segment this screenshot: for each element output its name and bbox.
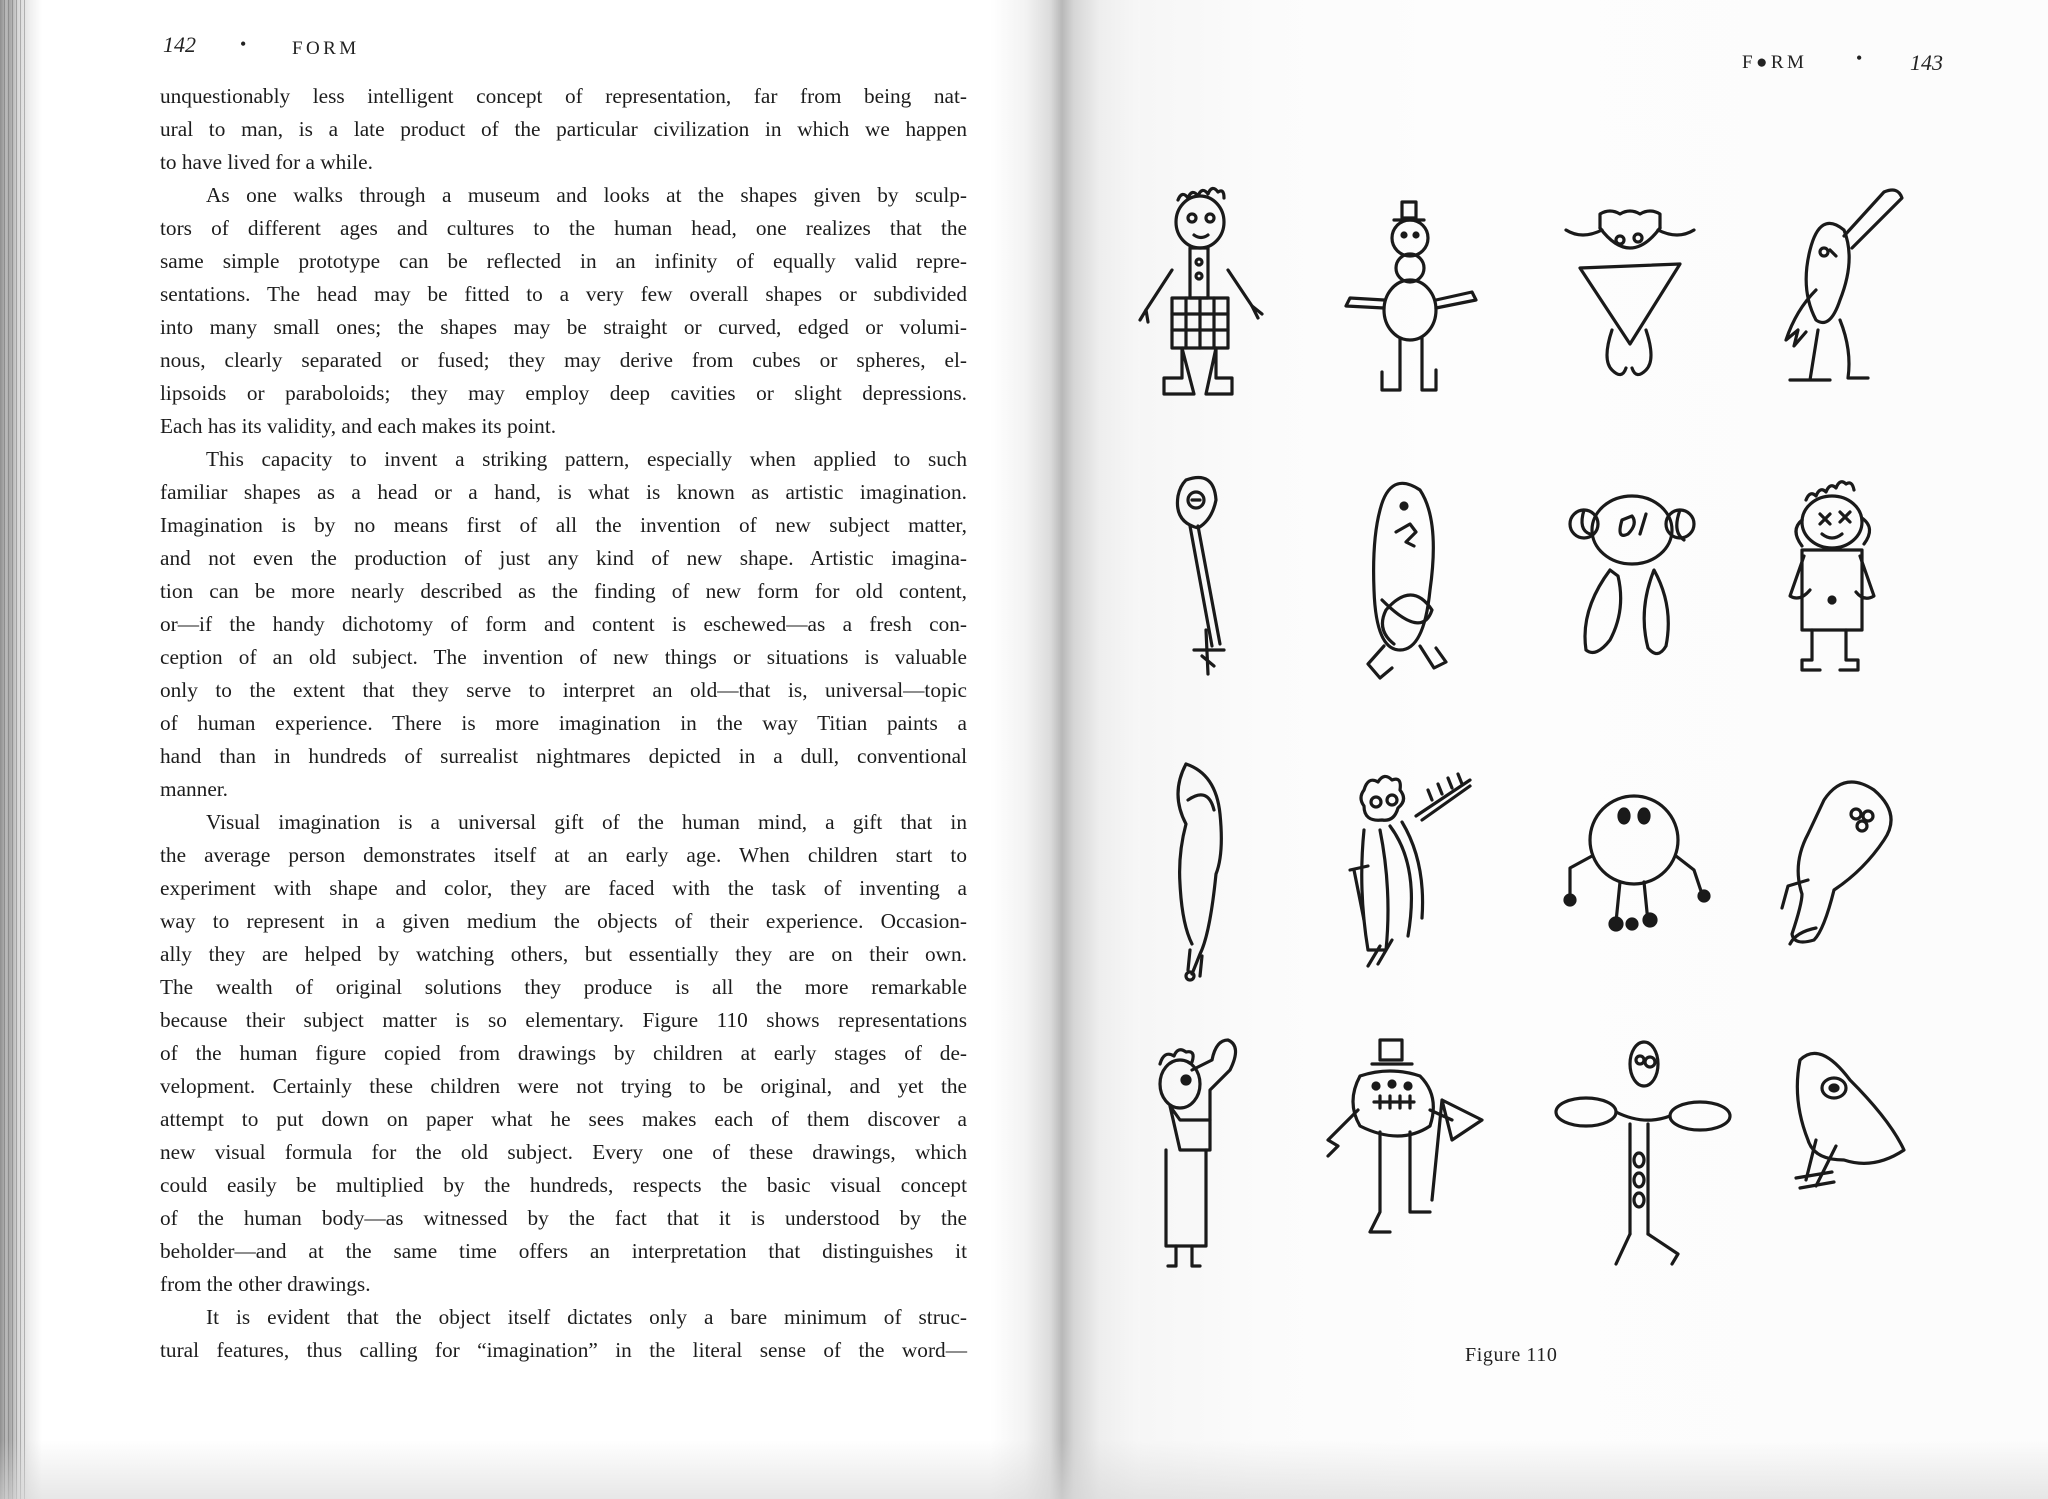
body-text xyxy=(160,80,967,1367)
drawing-spider-legged-figure xyxy=(1550,760,1710,990)
text-line: It is evident that the object itself dictates only a bare minimum of struc- xyxy=(206,1305,967,1329)
text-line: tural features, thus calling for “imagination” in the literal sense of the word— xyxy=(160,1338,967,1362)
drawing-triangle-body-figure xyxy=(1550,180,1710,410)
text-line: only to the extent that they serve to interpret an old—that is, universal—topic xyxy=(160,678,967,702)
text-line: tion can be more nearly described as the finding of new form for old content, xyxy=(160,579,967,603)
text-line: hand than in hundreds of surrealist nightmares depicted in a dull, conventional xyxy=(160,744,967,768)
text-line: As one walks through a museum and looks at the shapes given by sculp- xyxy=(206,183,967,207)
left-page-number: 142 xyxy=(163,32,196,57)
left-header-separator: • xyxy=(240,34,247,54)
text-line: the average person demonstrates itself at an early age. When children start to xyxy=(160,843,967,867)
right-running-head: F●RM xyxy=(1742,52,1808,73)
drawing-tall-oval-figure xyxy=(1330,470,1490,700)
text-line: into many small ones; the shapes may be straight or curved, edged or volumi- xyxy=(160,315,967,339)
right-page-number: 143 xyxy=(1910,50,1943,75)
text-line: experiment with shape and color, they are faced with the task of inventing a xyxy=(160,876,967,900)
page-stack-lines xyxy=(4,0,28,1499)
text-line: because their subject matter is so elementary. Figure 110 shows representations xyxy=(160,1008,967,1032)
text-line: way to represent in a given medium the objects of their experience. Occasion- xyxy=(160,909,967,933)
drawing-striped-mouth-figure xyxy=(1320,1040,1480,1270)
text-line: or—if the handy dichotomy of form and content is eschewed—as a fresh con- xyxy=(160,612,967,636)
figure-caption: Figure 110 xyxy=(1465,1344,1558,1366)
text-line: manner. xyxy=(160,777,229,801)
text-line: ception of an old subject. The invention of new things or situations is valuable xyxy=(160,645,967,669)
figure-110 xyxy=(1130,180,1960,1330)
text-line: ural to man, is a late product of the particular civilization in which we happen xyxy=(160,117,967,141)
drawing-waving-figure xyxy=(1760,180,1920,410)
text-line: lipsoids or paraboloids; they may employ deep cavities or slight depressions. xyxy=(160,381,967,405)
text-line: Each has its validity, and each makes its point. xyxy=(160,414,557,438)
text-line: velopment. Certainly these children were not trying to be original, and yet the xyxy=(160,1074,967,1098)
left-running-head: FORM xyxy=(292,38,360,59)
drawing-lollipop-figure xyxy=(1130,470,1290,700)
book-gutter xyxy=(990,0,1140,1499)
text-line: This capacity to invent a striking pattern, especially when applied to such xyxy=(206,447,967,471)
text-line: from the other drawings. xyxy=(160,1272,371,1296)
drawing-hooded-figure xyxy=(1130,760,1290,990)
text-line: to have lived for a while. xyxy=(160,150,373,174)
text-line: The wealth of original solutions they produce is all the more remarkable xyxy=(160,975,967,999)
text-line: new visual formula for the old subject. Every one of these drawings, which xyxy=(160,1140,967,1164)
text-line: ally they are helped by watching others, but essentially they are on their own. xyxy=(160,942,967,966)
text-line: of the human body—as witnessed by the fact that it is understood by the xyxy=(160,1206,967,1230)
drawing-curly-haired-figure xyxy=(1130,180,1290,410)
text-line: and not even the production of just any kind of new shape. Artistic imagina- xyxy=(160,546,967,570)
drawing-helmet-figure xyxy=(1770,1040,1930,1270)
page-bottom-shadow xyxy=(0,1440,2048,1499)
drawing-propeller-arms-figure xyxy=(1550,1040,1710,1270)
drawing-blob-figure xyxy=(1760,760,1920,990)
drawing-raised-arm-figure xyxy=(1130,1040,1290,1270)
drawing-top-hat-figure xyxy=(1330,180,1490,410)
text-line: attempt to put down on paper what he sees makes each of them discover a xyxy=(160,1107,967,1131)
text-line: of human experience. There is more imagination in the way Titian paints a xyxy=(160,711,967,735)
text-line: of the human figure copied from drawings by children at early stages of de- xyxy=(160,1041,967,1065)
text-line: Visual imagination is a universal gift of the human mind, a gift that in xyxy=(206,810,967,834)
drawing-cross-eyed-figure xyxy=(1760,470,1920,700)
text-line: tors of different ages and cultures to the human head, one realizes that the xyxy=(160,216,967,240)
text-line: sentations. The head may be fitted to a very few overall shapes or subdivided xyxy=(160,282,967,306)
text-line: nous, clearly separated or fused; they may derive from cubes or spheres, el- xyxy=(160,348,967,372)
text-line: same simple prototype can be reflected in an infinity of equally valid repre- xyxy=(160,249,967,273)
text-line: beholder—and at the same time offers an interpretation that distinguishes it xyxy=(160,1239,967,1263)
right-header-separator: • xyxy=(1856,48,1863,68)
text-line: could easily be multiplied by the hundreds, respects the basic visual concept xyxy=(160,1173,967,1197)
text-line: Imagination is by no means first of all the invention of new subject matter, xyxy=(160,513,967,537)
drawing-winged-figure xyxy=(1320,760,1480,990)
drawing-round-head-figure xyxy=(1550,470,1710,700)
text-line: unquestionably less intelligent concept of representation, far from being nat- xyxy=(160,84,967,108)
text-line: familiar shapes as a head or a hand, is what is known as artistic imagination. xyxy=(160,480,967,504)
